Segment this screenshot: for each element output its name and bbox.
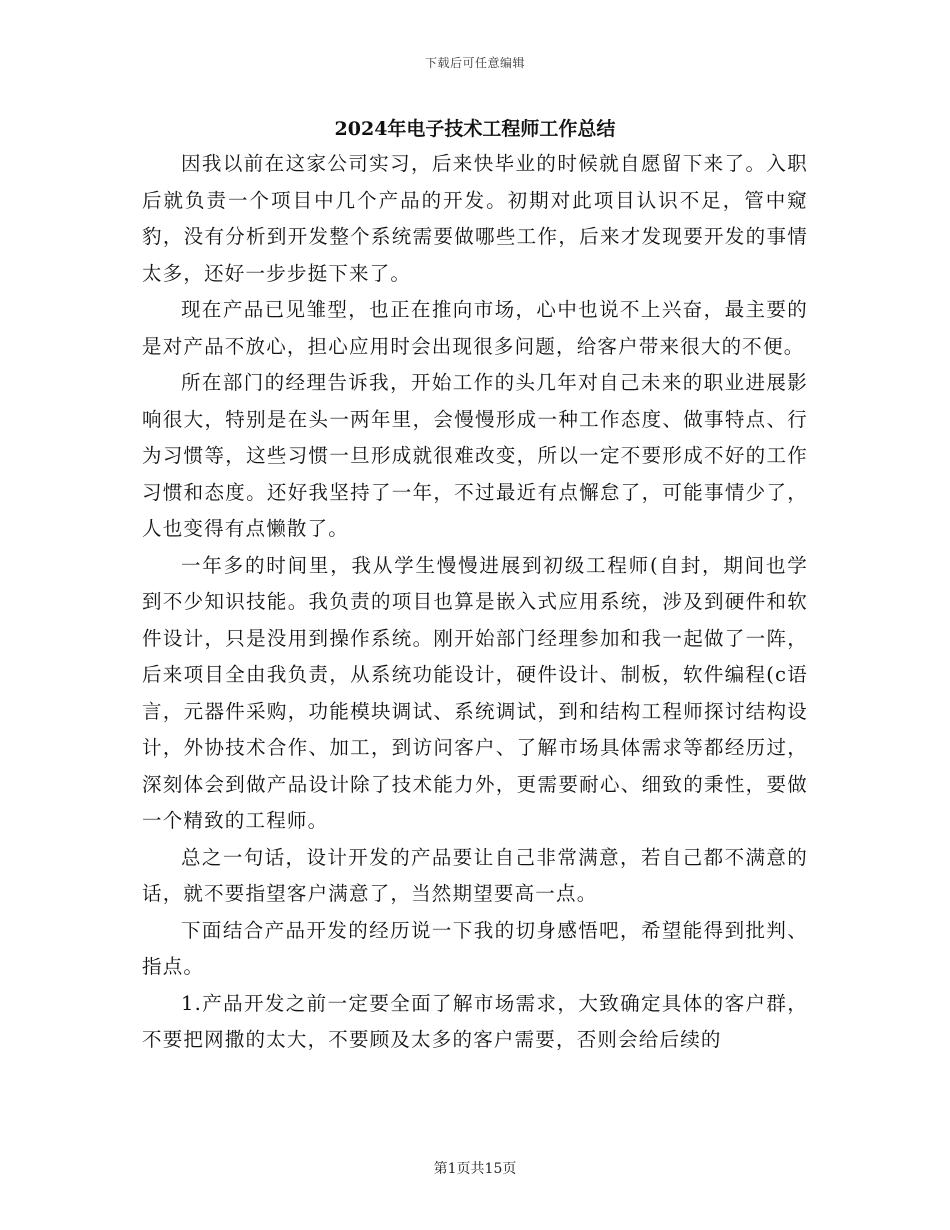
document-body <box>142 146 808 1059</box>
page-number: 第1页共15页 <box>433 1161 517 1177</box>
paragraph: 下面结合产品开发的经历说一下我的切身感悟吧，希望能得到批判、指点。 <box>142 918 808 978</box>
paragraph: 1.产品开发之前一定要全面了解市场需求，大致确定具体的客户群，不要把网撒的太大，不要顾及太多的客户需要，否则会给后续的 <box>142 991 808 1051</box>
paragraph: 现在产品已见雏型，也正在推向市场，心中也说不上兴奋，最主要的是对产品不放心，担心应用时会出现很多问题，给客户带来很大的不便。 <box>142 298 808 358</box>
paragraph: 一年多的时间里，我从学生慢慢进展到初级工程师(自封，期间也学到不少知识技能。我负责的项目也算是嵌入式应用系统，涉及到硬件和软件设计，只是没用到操作系统。刚开始部门经理参加和我一起做了一阵，后来项目全由我负责，从系统功能设计，硬件设计、制板，软件编程(c语言，元器件采购，功能模块调试、系统调试，到和结构工程师探讨结构设计，外协技术合作、加工，到访问客户、了解市场具体需求等都经历过，深刻体会到做产品设计除了技术能力外，更需要耐心、细致的秉性，要做一个精致的工程师。 <box>142 553 808 832</box>
paragraph: 总之一句话，设计开发的产品要让自己非常满意，若自己都不满意的话，就不要指望客户满意了，当然期望要高一点。 <box>142 845 808 905</box>
header-note: 下载后可任意编辑 <box>424 56 525 70</box>
paragraph: 因我以前在这家公司实习，后来快毕业的时候就自愿留下来了。入职后就负责一个项目中几个产品的开发。初期对此项目认识不足，管中窥豹，没有分析到开发整个系统需要做哪些工作，后来才发现要开发的事情太多，还好一步步挺下来了。 <box>142 152 808 285</box>
document-title: 2024年电子技术工程师工作总结 <box>334 118 616 140</box>
paragraph: 所在部门的经理告诉我，开始工作的头几年对自己未来的职业进展影响很大，特别是在头一两年里，会慢慢形成一种工作态度、做事特点、行为习惯等，这些习惯一旦形成就很难改变，所以一定不要形成不好的工作习惯和态度。还好我坚持了一年，不过最近有点懈怠了，可能事情少了，人也变得有点懒散了。 <box>142 371 808 540</box>
